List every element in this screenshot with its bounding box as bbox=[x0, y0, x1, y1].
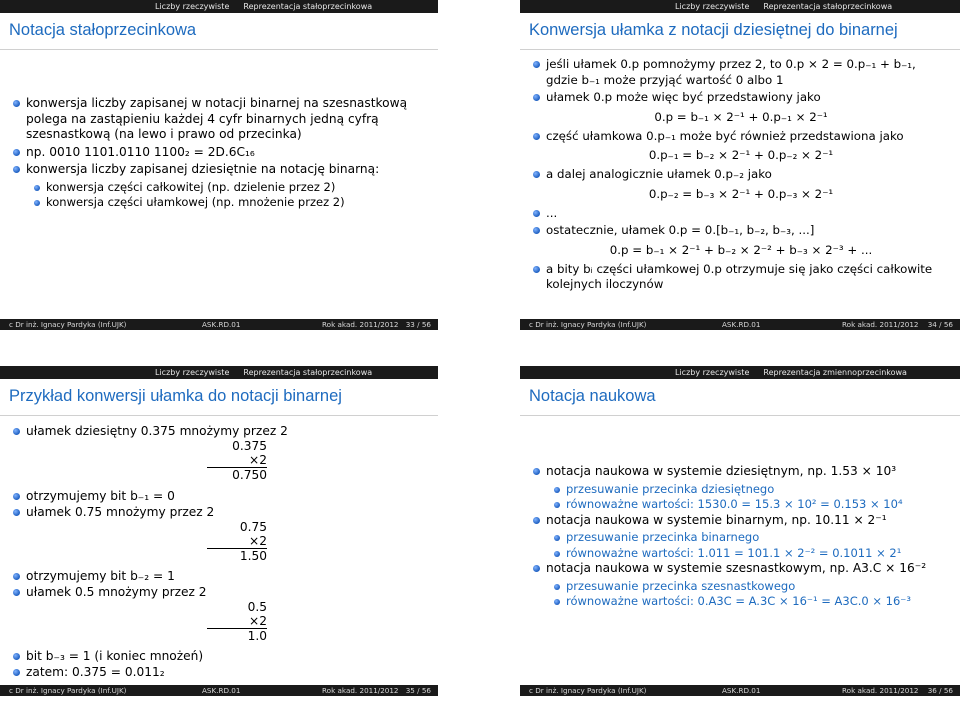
nav-section[interactable]: Liczby rzeczywiste bbox=[155, 2, 230, 11]
slide-34 bbox=[520, 0, 960, 330]
sub-bullet-item: konwersja części całkowitej (np. dzielenie przez 2) bbox=[12, 180, 428, 196]
footer bbox=[520, 319, 960, 330]
slide-35 bbox=[0, 366, 438, 696]
bullet-item: zatem: 0.375 = 0.011₂ bbox=[12, 665, 165, 681]
footer bbox=[520, 685, 960, 696]
footer bbox=[0, 319, 438, 330]
footer-year: Rok akad. 2011/2012 bbox=[322, 320, 399, 329]
sub-bullet-item: przesuwanie przecinka dziesiętnego bbox=[532, 482, 950, 498]
bullet-item: notacja naukowa w systemie binarnym, np. 10.11 × 2⁻¹ bbox=[532, 513, 950, 529]
bullet-item: część ułamkowa 0.p₋₁ może być również przedstawiona jako bbox=[532, 129, 950, 145]
slide-title: Notacja naukowa bbox=[529, 387, 656, 405]
footer-course: ASK.RD.01 bbox=[722, 320, 761, 329]
sub-bullet-item: równoważne wartości: 1.011 = 101.1 × 2⁻² = 0.1011 × 2¹ bbox=[532, 546, 950, 562]
nav-section[interactable]: Liczby rzeczywiste bbox=[155, 368, 230, 377]
footer-author: c Dr inż. Ignacy Pardyka (Inf.UJK) bbox=[529, 320, 647, 329]
equation: 0.p₋₁ = b₋₂ × 2⁻¹ + 0.p₋₂ × 2⁻¹ bbox=[648, 148, 834, 162]
multiplication-2: 0.75 ×2 1.50 bbox=[207, 520, 267, 563]
nav-subsection[interactable]: Reprezentacja zmiennoprzecinkowa bbox=[763, 368, 907, 377]
footer-year: Rok akad. 2011/2012 bbox=[322, 686, 399, 695]
nav-bar bbox=[0, 366, 438, 379]
bullet-item: bit b₋₃ = 1 (i koniec mnożeń) bbox=[12, 649, 203, 665]
footer-author: c Dr inż. Ignacy Pardyka (Inf.UJK) bbox=[9, 320, 127, 329]
bullet-item: konwersja liczby zapisanej dziesiętnie na notację binarną: bbox=[12, 162, 428, 178]
bullet-item: ułamek 0.75 mnożymy przez 2 bbox=[12, 505, 214, 521]
footer-page: 34 / 56 bbox=[927, 320, 953, 329]
bullet-item: np. 0010 1101.0110 1100₂ = 2D.6C₁₆ bbox=[12, 145, 428, 161]
sub-bullet-item: równoważne wartości: 1530.0 = 15.3 × 10² = 0.153 × 10⁴ bbox=[532, 497, 950, 513]
equation: 0.p = b₋₁ × 2⁻¹ + b₋₂ × 2⁻² + b₋₃ × 2⁻³ + ... bbox=[609, 242, 873, 257]
bullet-item: otrzymujemy bit b₋₁ = 0 bbox=[12, 489, 175, 505]
footer-page: 35 / 56 bbox=[405, 686, 431, 695]
bullet-item: ... bbox=[532, 206, 950, 222]
sub-bullet-item: przesuwanie przecinka binarnego bbox=[532, 530, 950, 546]
nav-section[interactable]: Liczby rzeczywiste bbox=[675, 368, 750, 377]
bullet-item: a dalej analogicznie ułamek 0.p₋₂ jako bbox=[532, 167, 950, 183]
footer-course: ASK.RD.01 bbox=[202, 320, 241, 329]
bullet-item: ostatecznie, ułamek 0.p = 0.[b₋₁, b₋₂, b₋₃, ...] bbox=[532, 223, 950, 239]
bullet-item: otrzymujemy bit b₋₂ = 1 bbox=[12, 569, 175, 585]
footer-course: ASK.RD.01 bbox=[722, 686, 761, 695]
footer-course: ASK.RD.01 bbox=[202, 686, 241, 695]
bullet-item: a bity bᵢ części ułamkowej 0.p otrzymuje się jako części całkowite kolejnych iloczynów bbox=[532, 262, 950, 293]
sub-bullet-item: równoważne wartości: 0.A3C = A.3C × 16⁻¹ = A3C.0 × 16⁻³ bbox=[532, 594, 950, 610]
slide-33 bbox=[0, 0, 438, 330]
footer-author: c Dr inż. Ignacy Pardyka (Inf.UJK) bbox=[9, 686, 127, 695]
nav-bar bbox=[0, 0, 438, 13]
bullet-item: notacja naukowa w systemie szesnastkowym, np. A3.C × 16⁻² bbox=[532, 561, 950, 577]
slide-title: Konwersja ułamka z notacji dziesiętnej do binarnej bbox=[529, 21, 898, 39]
bullet-item: ułamek 0.p może więc być przedstawiony jako bbox=[532, 90, 950, 106]
footer-page: 33 / 56 bbox=[405, 320, 431, 329]
slide-title: Notacja stałoprzecinkowa bbox=[9, 21, 197, 39]
nav-subsection[interactable]: Reprezentacja stałoprzecinkowa bbox=[243, 368, 373, 377]
bullet-item: jeśli ułamek 0.p pomnożymy przez 2, to 0.p × 2 = 0.p₋₁ + b₋₁, gdzie b₋₁ może przyjąć wartość 0 albo 1 bbox=[532, 57, 950, 88]
multiplication-3: 0.5 ×2 1.0 bbox=[207, 600, 267, 643]
footer-page: 36 / 56 bbox=[927, 686, 953, 695]
bullet-item: ułamek 0.5 mnożymy przez 2 bbox=[12, 585, 207, 601]
sub-bullet-item: przesuwanie przecinka szesnastkowego bbox=[532, 579, 950, 595]
footer bbox=[0, 685, 438, 696]
equation: 0.p₋₂ = b₋₃ × 2⁻¹ + 0.p₋₃ × 2⁻¹ bbox=[648, 186, 834, 201]
multiplication-1: 0.375 ×2 0.750 bbox=[207, 439, 267, 482]
nav-section[interactable]: Liczby rzeczywiste bbox=[675, 2, 750, 11]
bullet-item: ułamek dziesiętny 0.375 mnożymy przez 2 bbox=[12, 424, 288, 440]
footer-author: c Dr inż. Ignacy Pardyka (Inf.UJK) bbox=[529, 686, 647, 695]
footer-year: Rok akad. 2011/2012 bbox=[842, 320, 919, 329]
slide-title: Przykład konwersji ułamka do notacji binarnej bbox=[9, 387, 342, 405]
bullet-item: notacja naukowa w systemie dziesiętnym, np. 1.53 × 10³ bbox=[532, 464, 950, 480]
equation: 0.p = b₋₁ × 2⁻¹ + 0.p₋₁ × 2⁻¹ bbox=[654, 109, 828, 124]
slide-36 bbox=[520, 366, 960, 696]
nav-bar bbox=[520, 0, 960, 13]
sub-bullet-item: konwersja części ułamkowej (np. mnożenie przez 2) bbox=[12, 195, 428, 211]
nav-bar bbox=[520, 366, 960, 379]
bullet-item: konwersja liczby zapisanej w notacji binarnej na szesnastkową polega na zastąpieniu każdej 4 cyfr binarnych jedną cyfrą szesnastkową (na lewo i prawo od przecinka) bbox=[12, 96, 428, 143]
nav-subsection[interactable]: Reprezentacja stałoprzecinkowa bbox=[763, 2, 893, 11]
footer-year: Rok akad. 2011/2012 bbox=[842, 686, 919, 695]
nav-subsection[interactable]: Reprezentacja stałoprzecinkowa bbox=[243, 2, 373, 11]
